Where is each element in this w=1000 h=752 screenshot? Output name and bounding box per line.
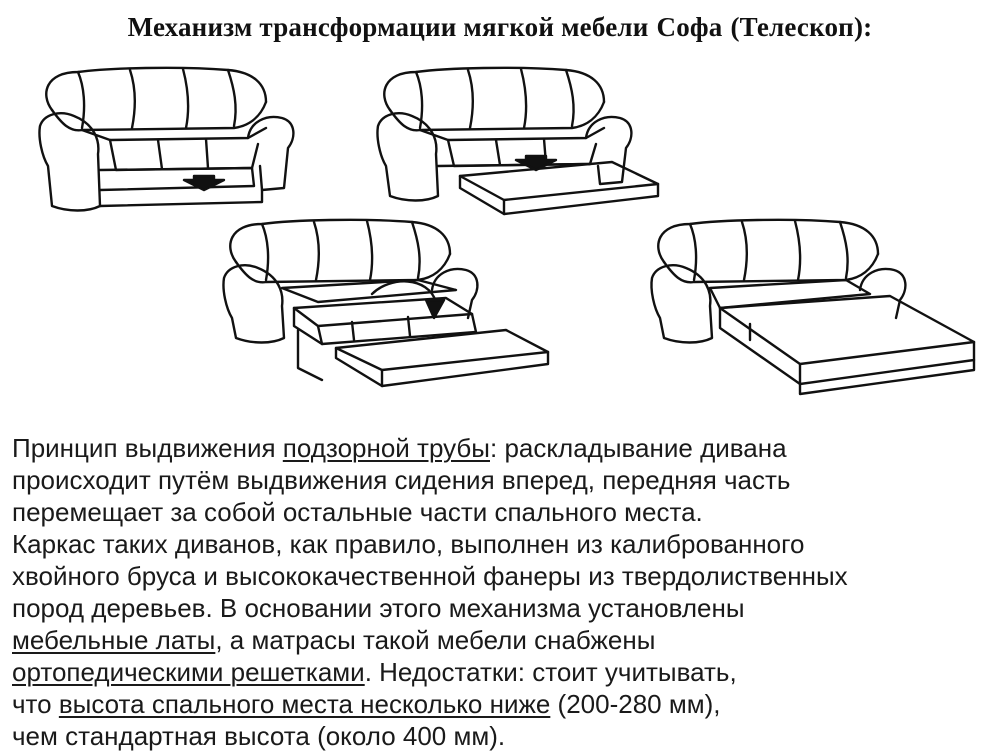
text-segment: Принцип выдвижения [12,433,283,463]
text-line [12,528,992,560]
sofa-frame-pulled-out-illustration [376,66,666,226]
title-part-3: (Телескоп): [730,12,873,42]
text-segment: происходит путём выдвижения сидения вперед, передняя часть [12,465,791,495]
underlined-term: мебельные латы [12,625,216,655]
text-line [12,656,992,688]
text-line [12,560,992,592]
page-title [0,12,1000,43]
sofa-fully-unfolded-illustration [650,218,980,408]
sofa-seat-flipped-illustration [222,218,552,408]
text-segment: . Недостатки: стоит учитывать, [364,657,737,687]
text-segment: что [12,689,59,719]
text-line [12,496,992,528]
title-part-1: Механизм трансформации мягкой мебели [127,12,649,42]
text-segment: перемещает за собой остальные части спального места. [12,497,703,527]
description-paragraph [12,432,992,752]
text-line [12,624,992,656]
sofa-folded-illustration [38,66,298,216]
text-line [12,464,992,496]
text-line [12,688,992,720]
text-segment: : раскладывание дивана [490,433,787,463]
underlined-term: подзорной трубы [282,433,490,463]
text-segment: хвойного бруса и высококачественной фанеры из твердолиственных [12,561,848,591]
underlined-term: высота спального места несколько ниже [58,689,551,719]
text-segment: (200-280 мм), [550,689,721,719]
underlined-term: ортопедическими решетками [12,657,365,687]
text-segment: пород деревьев. В основании этого механизма установлены [12,593,745,623]
text-line [12,720,992,752]
text-segment: Каркас таких диванов, как правило, выполнен из калиброванного [12,529,805,559]
title-part-2: Софа [656,12,723,42]
text-segment: чем стандартная высота (около 400 мм). [12,721,506,751]
text-segment: , а матрасы такой мебели снабжены [215,625,656,655]
text-line [12,432,992,464]
text-line [12,592,992,624]
